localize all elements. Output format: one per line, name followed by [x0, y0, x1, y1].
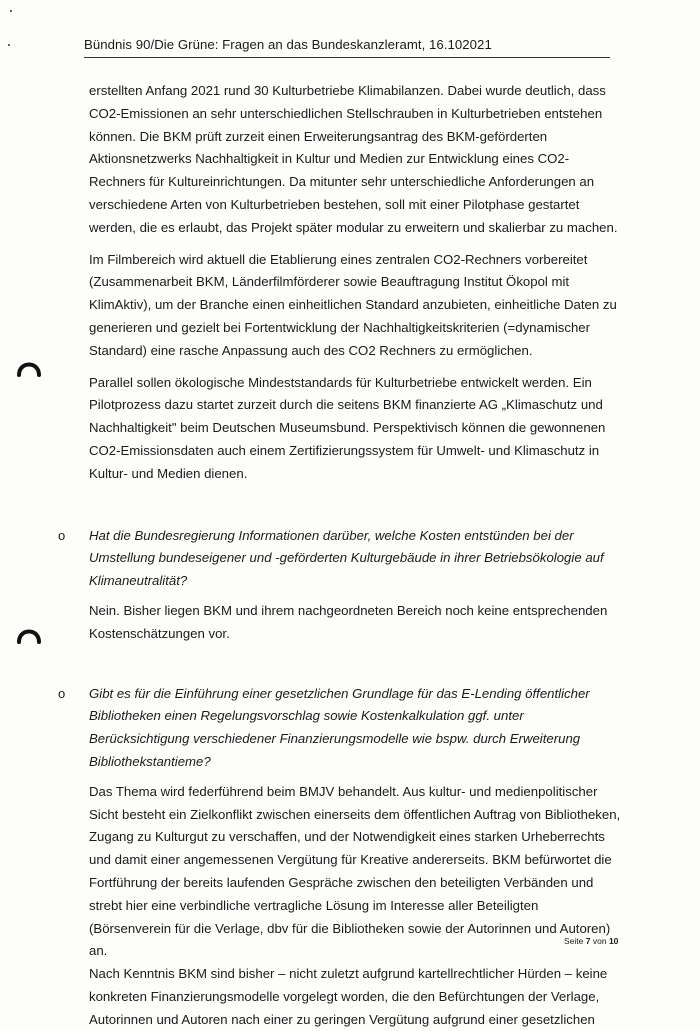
scan-speck — [10, 10, 12, 12]
page-separator: von — [592, 936, 607, 946]
current-page: 7 — [585, 936, 591, 946]
total-pages: 10 — [608, 936, 619, 946]
paragraph-film-co2-calculator: Im Filmbereich wird aktuell die Etablierung eines zentralen CO2-Rechners vorbereitet (Zusammenarbeit BKM, Länderfilmförderer sowie Beauftragung Institut Ökopol mit KlimAktiv), um der Branche einen einheitlichen Standard anzubieten, einheitliche Daten zu generieren und gezielt bei Fortentwicklung der Nachhaltigkeitskriterien (=dynamischer Standard) eine rasche Anpassung auch des CO2 Rechners zu ermöglichen. — [89, 251, 617, 358]
scan-speck — [8, 44, 10, 46]
bullet-marker: o — [58, 685, 66, 701]
page-label: Seite — [564, 936, 584, 946]
bullet-marker: o — [58, 527, 66, 543]
paragraph-minimum-standards: Parallel sollen ökologische Mindeststandards für Kulturbetriebe entwickelt werden. Ein Pilotprozess dazu startet zurzeit durch die seitens BKM finanzierte AG „Klimaschutz und Nachhaltigkeit" beim Deutschen Museumsbund. Perspektivisch können die gewonnenen CO2-Emissionsdaten auch einem Zertifizierungssystem für Umwelt- und Klimaschutz in Kultur- und Medien dienen. — [89, 374, 606, 481]
answer-text: Das Thema wird federführend beim BMJV behandelt. Aus kultur- und medienpolitischer Sicht besteht ein Zielkonflikt zwischen einerseits dem öffentlichen Auftrag von Bibliotheken, Zugang zu Kulturgut zu verschaffen, und der Notwendigkeit eines starken Urheberrechts und damit einer angemessenen Vergütung für Kreative andererseits. BKM befürwortet die Fortführung der bereits laufenden Gespräche zwischen den beteiligten Verbänden und strebt hier eine verbindliche vertragliche Lösung im Interesse aller Beteiligten (Börsenverein für die Verlage, dbv für die Bibliotheken sowie der Autorinnen und Autoren) an. — [89, 783, 621, 959]
margin-mark-icon — [16, 353, 42, 379]
question-block-e-lending — [58, 683, 622, 1031]
question-text: Hat die Bundesregierung Informationen darüber, welche Kosten entstünden bei der Umstellung bundeseigener und -geförderten Kulturgebäude in ihrer Betriebsökologie auf Klimaneutralität? — [89, 527, 604, 589]
paragraph-co2-balance: erstellten Anfang 2021 rund 30 Kulturbetriebe Klimabilanzen. Dabei wurde deutlich, dass CO2-Emissionen an sehr unterschiedlichen Stellschrauben in Kulturbetrieben entstehen können. Die BKM prüft zurzeit einen Erweiterungsantrag des BKM-geförderten Aktionsnetzwerks Nachhaltigkeit in Kultur und Medien zur Entwicklung eines CO2-Rechners für Kultureinrichtungen. Da mitunter sehr unterschiedliche Anforderungen an verschiedene Arten von Kulturbetrieben bestehen, soll mit einer Pilotphase gestartet werden, die es erlaubt, das Projekt später modular zu erweitern und skalierbar zu machen. — [89, 83, 618, 235]
question-text: Gibt es für die Einführung einer gesetzlichen Grundlage für das E-Lending öffentlicher Bibliotheken einen Regelungsvorschlag sowie Kostenkalkulation ggf. unter Berücksichtigung verschiedener Finanzierungsmodelle wie bspw. durch Erweiterung Bibliothekstantieme? — [89, 685, 590, 769]
document-body — [58, 80, 622, 1031]
answer-text-continued: Nach Kenntnis BKM sind bisher – nicht zuletzt aufgrund kartellrechtlicher Hürden – keine konkreten Finanzierungsmodelle vorgelegt worden, die den Befürchtungen der Verlage, Autorinnen und Autoren nach einer zu geringen Vergütung aufgrund einer gesetzlichen — [89, 966, 608, 1027]
margin-mark-icon — [16, 620, 42, 646]
answer-text: Nein. Bisher liegen BKM und ihrem nachgeordneten Bereich noch keine entsprechenden Kostenschätzungen vor. — [89, 602, 608, 641]
question-block-climate-costs — [58, 525, 622, 646]
page-number — [564, 935, 618, 947]
page-header: Bündnis 90/Die Grüne: Fragen an das Bundeskanzleramt, 16.102021 — [84, 36, 610, 58]
